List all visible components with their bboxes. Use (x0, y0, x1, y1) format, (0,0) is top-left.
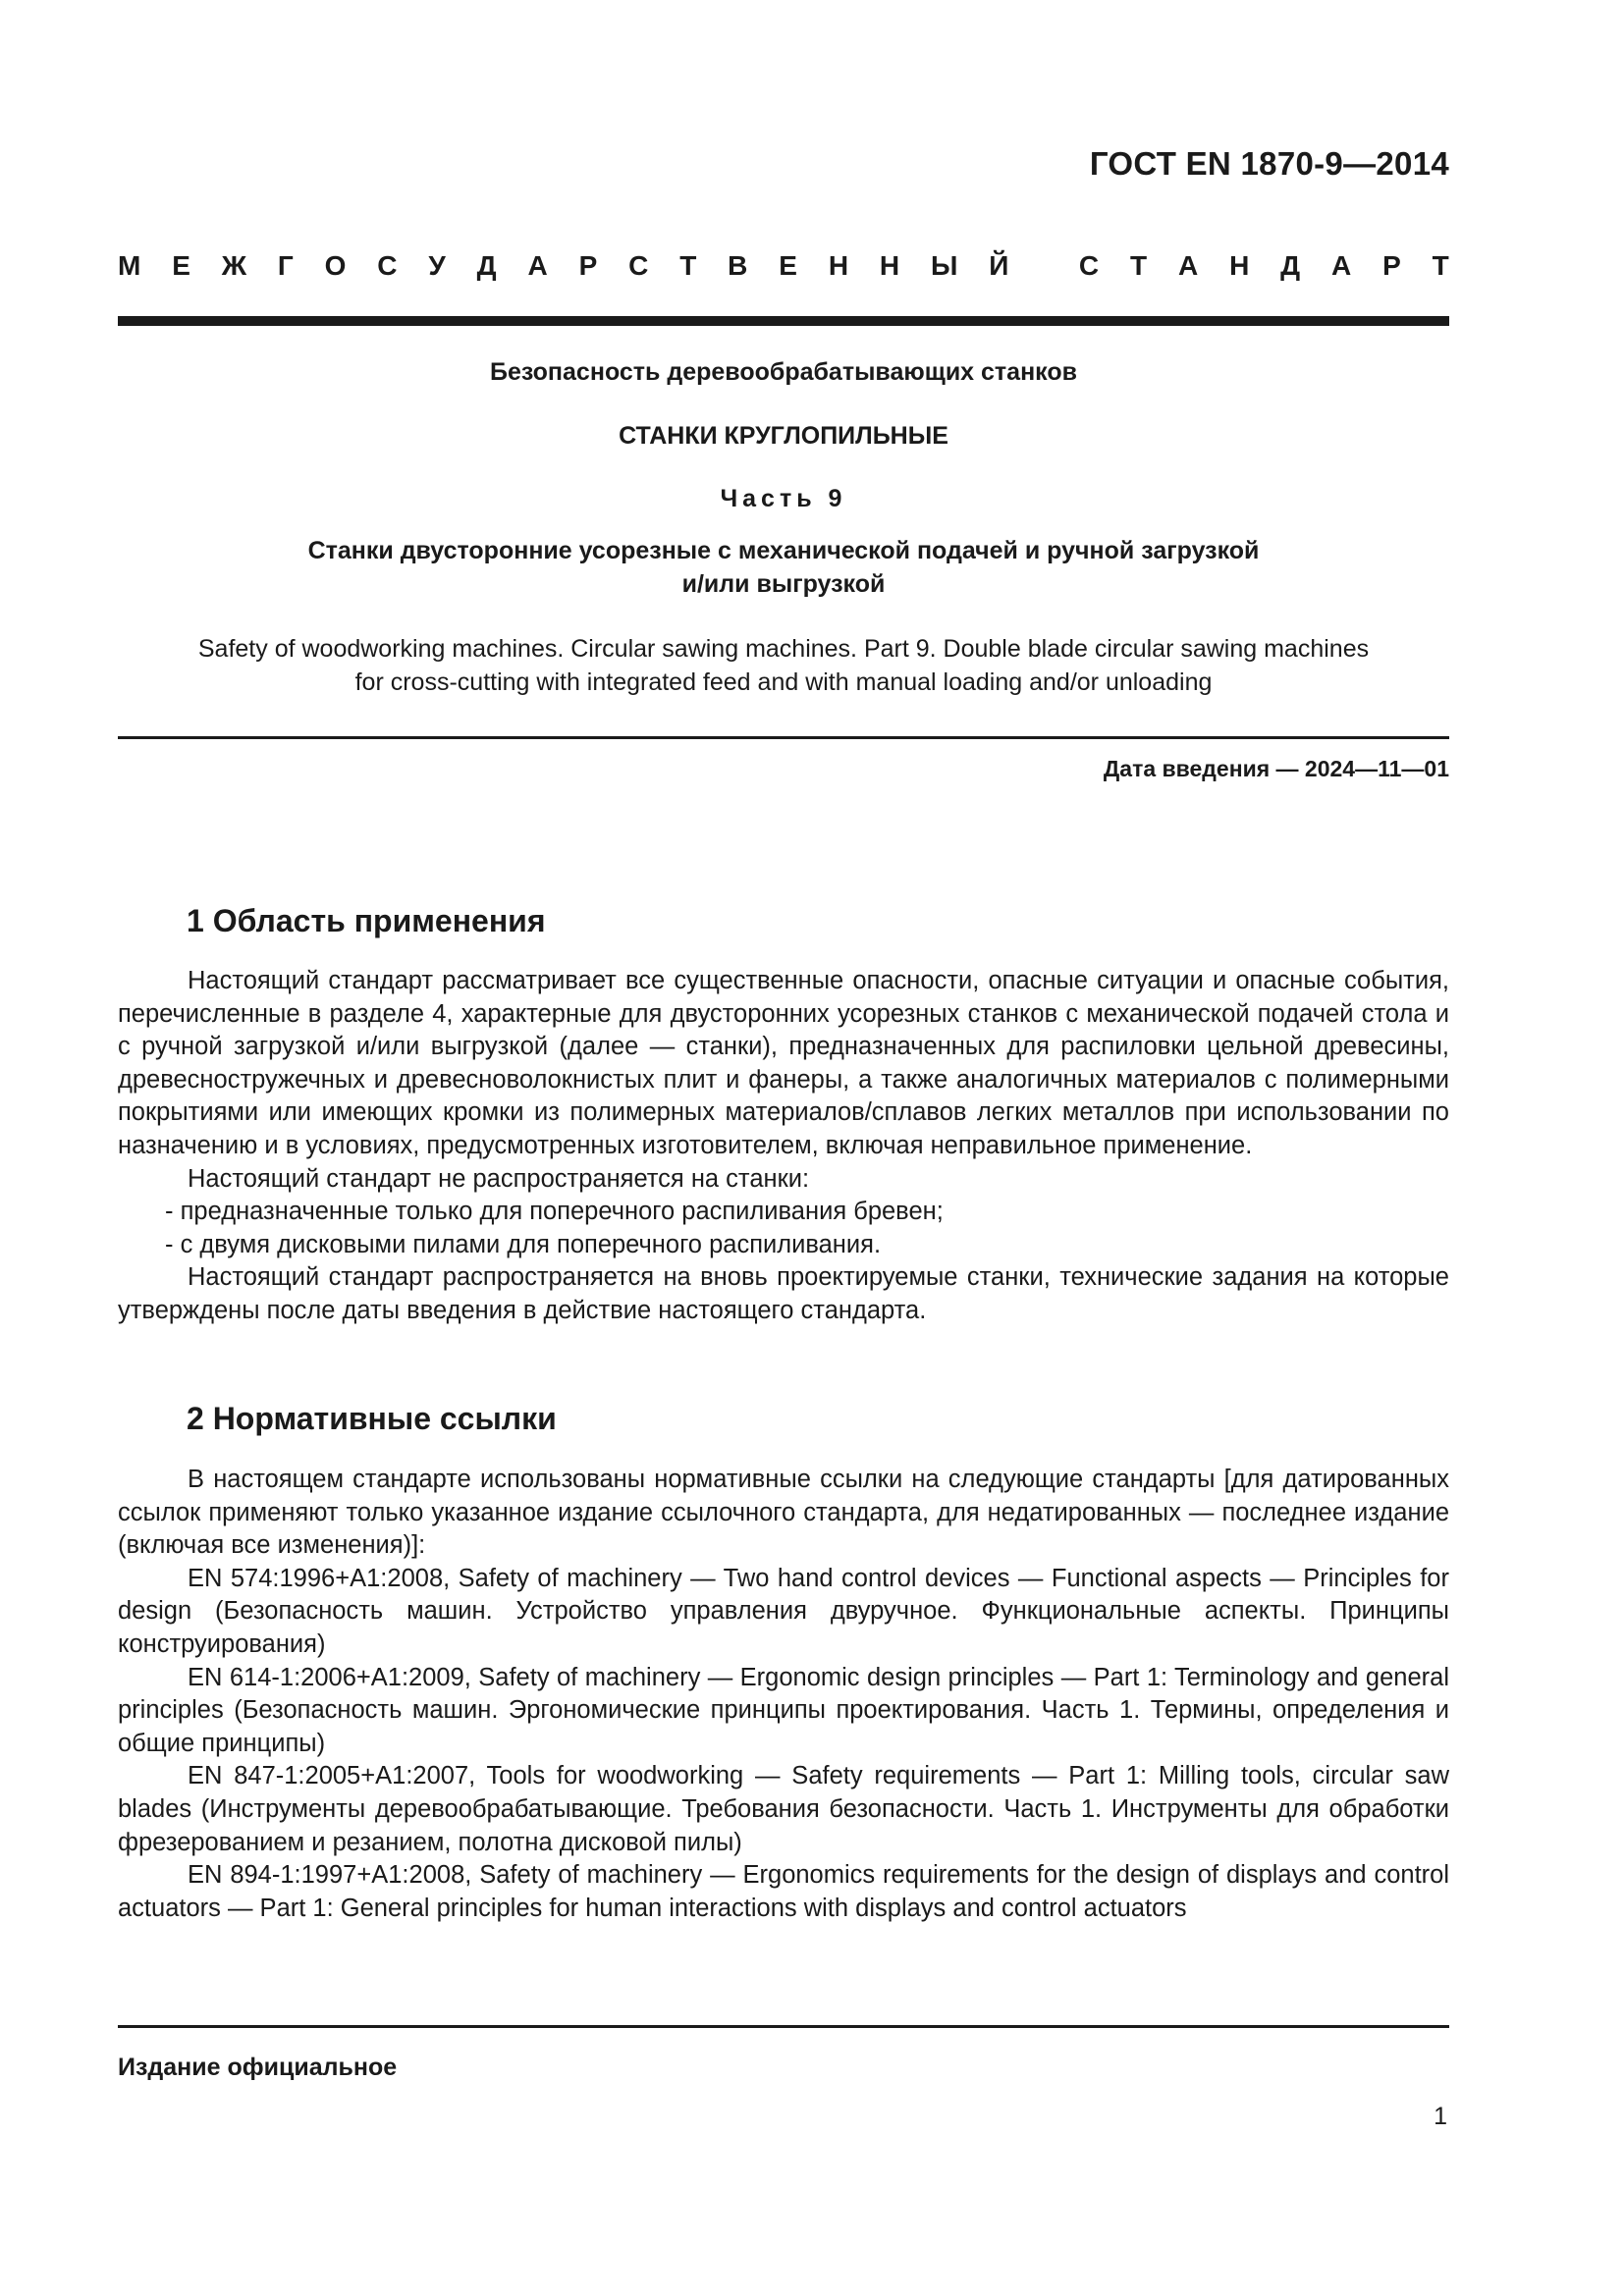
list-item: - с двумя дисковыми пилами для поперечного распиливания. (165, 1230, 882, 1258)
standard-designation: ГОСТ EN 1870-9—2014 (1089, 145, 1449, 182)
general-title: Безопасность деревообрабатывающих станков (489, 358, 1078, 386)
paragraph: В настоящем стандарте использованы нормативные ссылки на следующие стандарты [для датированных ссылок применяют только указанное издание ссылочного стандарта, для недатированных — последнее издание (включая все изменения)]: (118, 1466, 1449, 1560)
part-title (118, 534, 1449, 601)
banner-letter: С (377, 250, 398, 281)
banner-letter: М (118, 250, 141, 281)
banner-letter: А (527, 250, 548, 281)
banner-letter: Н (879, 250, 900, 281)
english-title-line-2: for cross-cutting with integrated feed and with manual loading and/or unloading (354, 668, 1213, 696)
footer-divider (118, 2025, 1449, 2028)
reference-entry: EN 894-1:1997+A1:2008, Safety of machinery — Ergonomics requirements for the design of displays and control actuators — Part 1: General principles for human interactions with displays and control actuators (118, 1861, 1449, 1922)
banner-letter: Е (779, 250, 797, 281)
part-title-line-1: Станки двусторонние усорезные с механической подачей и ручной загрузкой (307, 537, 1260, 564)
banner-letter: Т (1130, 250, 1148, 281)
banner-letter: О (324, 250, 347, 281)
paragraph: Настоящий стандарт не распространяется на станки: (188, 1164, 810, 1193)
english-title (118, 632, 1449, 699)
reference-entry: EN 847-1:2005+A1:2007, Tools for woodworking — Safety requirements — Part 1: Milling tools, circular saw blades (Инструменты деревообрабатывающие. Требования безопасности. Часть 1. Инструменты для обработки фрезерованием и резанием, полотна дисковой пилы) (118, 1762, 1449, 1856)
main-title: СТАНКИ КРУГЛОПИЛЬНЫЕ (619, 422, 948, 450)
section-body-references (118, 1464, 1449, 1925)
banner-letter: Д (1280, 250, 1301, 281)
banner-letter: А (1330, 250, 1352, 281)
paragraph: Настоящий стандарт рассматривает все существенные опасности, опасные ситуации и опасные события, перечисленные в разделе 4, характерные для двусторонних усорезных станков с механической подачей стола и с ручной загрузкой и/или выгрузкой (далее — станки), предназначенных для распиловки цельной древесины, древесностружечных и древесноволокнистых плит и фанеры, а также аналогичных материалов с полимерными покрытиями или имеющих кромки из полимерных материалов/сплавов легких металлов при использовании по назначению и в условиях, предусмотренных изготовителем, включая неправильное применение. (118, 967, 1449, 1159)
part-title-line-2: и/или выгрузкой (681, 570, 886, 598)
reference-entry: EN 614-1:2006+A1:2009, Safety of machinery — Ergonomic design principles — Part 1: Terminology and general principles (Безопасность машин. Эргономические принципы проектирования. Часть 1. Термины, определения и общие принципы) (118, 1663, 1449, 1757)
introduction-date: Дата введения — 2024—11—01 (1103, 756, 1449, 781)
banner-letter: Н (828, 250, 849, 281)
paragraph: Настоящий стандарт распространяется на вновь проектируемые станки, технические задания на которые утверждены после даты введения в действие настоящего стандарта. (118, 1263, 1449, 1324)
banner-letter: Н (1229, 250, 1250, 281)
title-divider (118, 736, 1449, 739)
banner-letter: Е (172, 250, 190, 281)
banner-letter: Й (989, 250, 1009, 281)
banner-letter: В (728, 250, 748, 281)
header-divider (118, 316, 1449, 326)
section-heading-scope: 1 Область применения (187, 903, 546, 938)
official-edition-label: Издание официальное (118, 2054, 398, 2081)
banner-letter: С (1078, 250, 1100, 281)
banner-gap (1040, 250, 1048, 282)
banner-letter: А (1177, 250, 1199, 281)
list-item: - предназначенные только для поперечного распиливания бревен; (165, 1198, 944, 1226)
page-number: 1 (1434, 2103, 1447, 2130)
english-title-line-1: Safety of woodworking machines. Circular sawing machines. Part 9. Double blade circular sawing machines (197, 635, 1370, 663)
banner-letter: Т (679, 250, 697, 281)
banner-letter: Г (277, 250, 294, 281)
section-heading-references: 2 Нормативные ссылки (187, 1401, 557, 1436)
banner-letter: Р (578, 250, 598, 281)
part-number: Часть 9 (720, 485, 847, 512)
banner-letter: Д (476, 250, 497, 281)
section-body-scope (118, 965, 1449, 1328)
reference-entry: EN 574:1996+A1:2008, Safety of machinery — Two hand control devices — Functional aspects — Principles for design (Безопасность машин. Устройство управления двуручное. Функциональные аспекты. Принципы конструирования) (118, 1564, 1449, 1658)
banner-letter: Ы (931, 250, 958, 281)
interstate-standard-banner (118, 250, 1449, 282)
banner-letter: Ж (221, 250, 247, 281)
banner-letter: С (628, 250, 649, 281)
banner-letter: Р (1382, 250, 1401, 281)
banner-letter: У (428, 250, 446, 281)
banner-letter: Т (1432, 250, 1449, 281)
